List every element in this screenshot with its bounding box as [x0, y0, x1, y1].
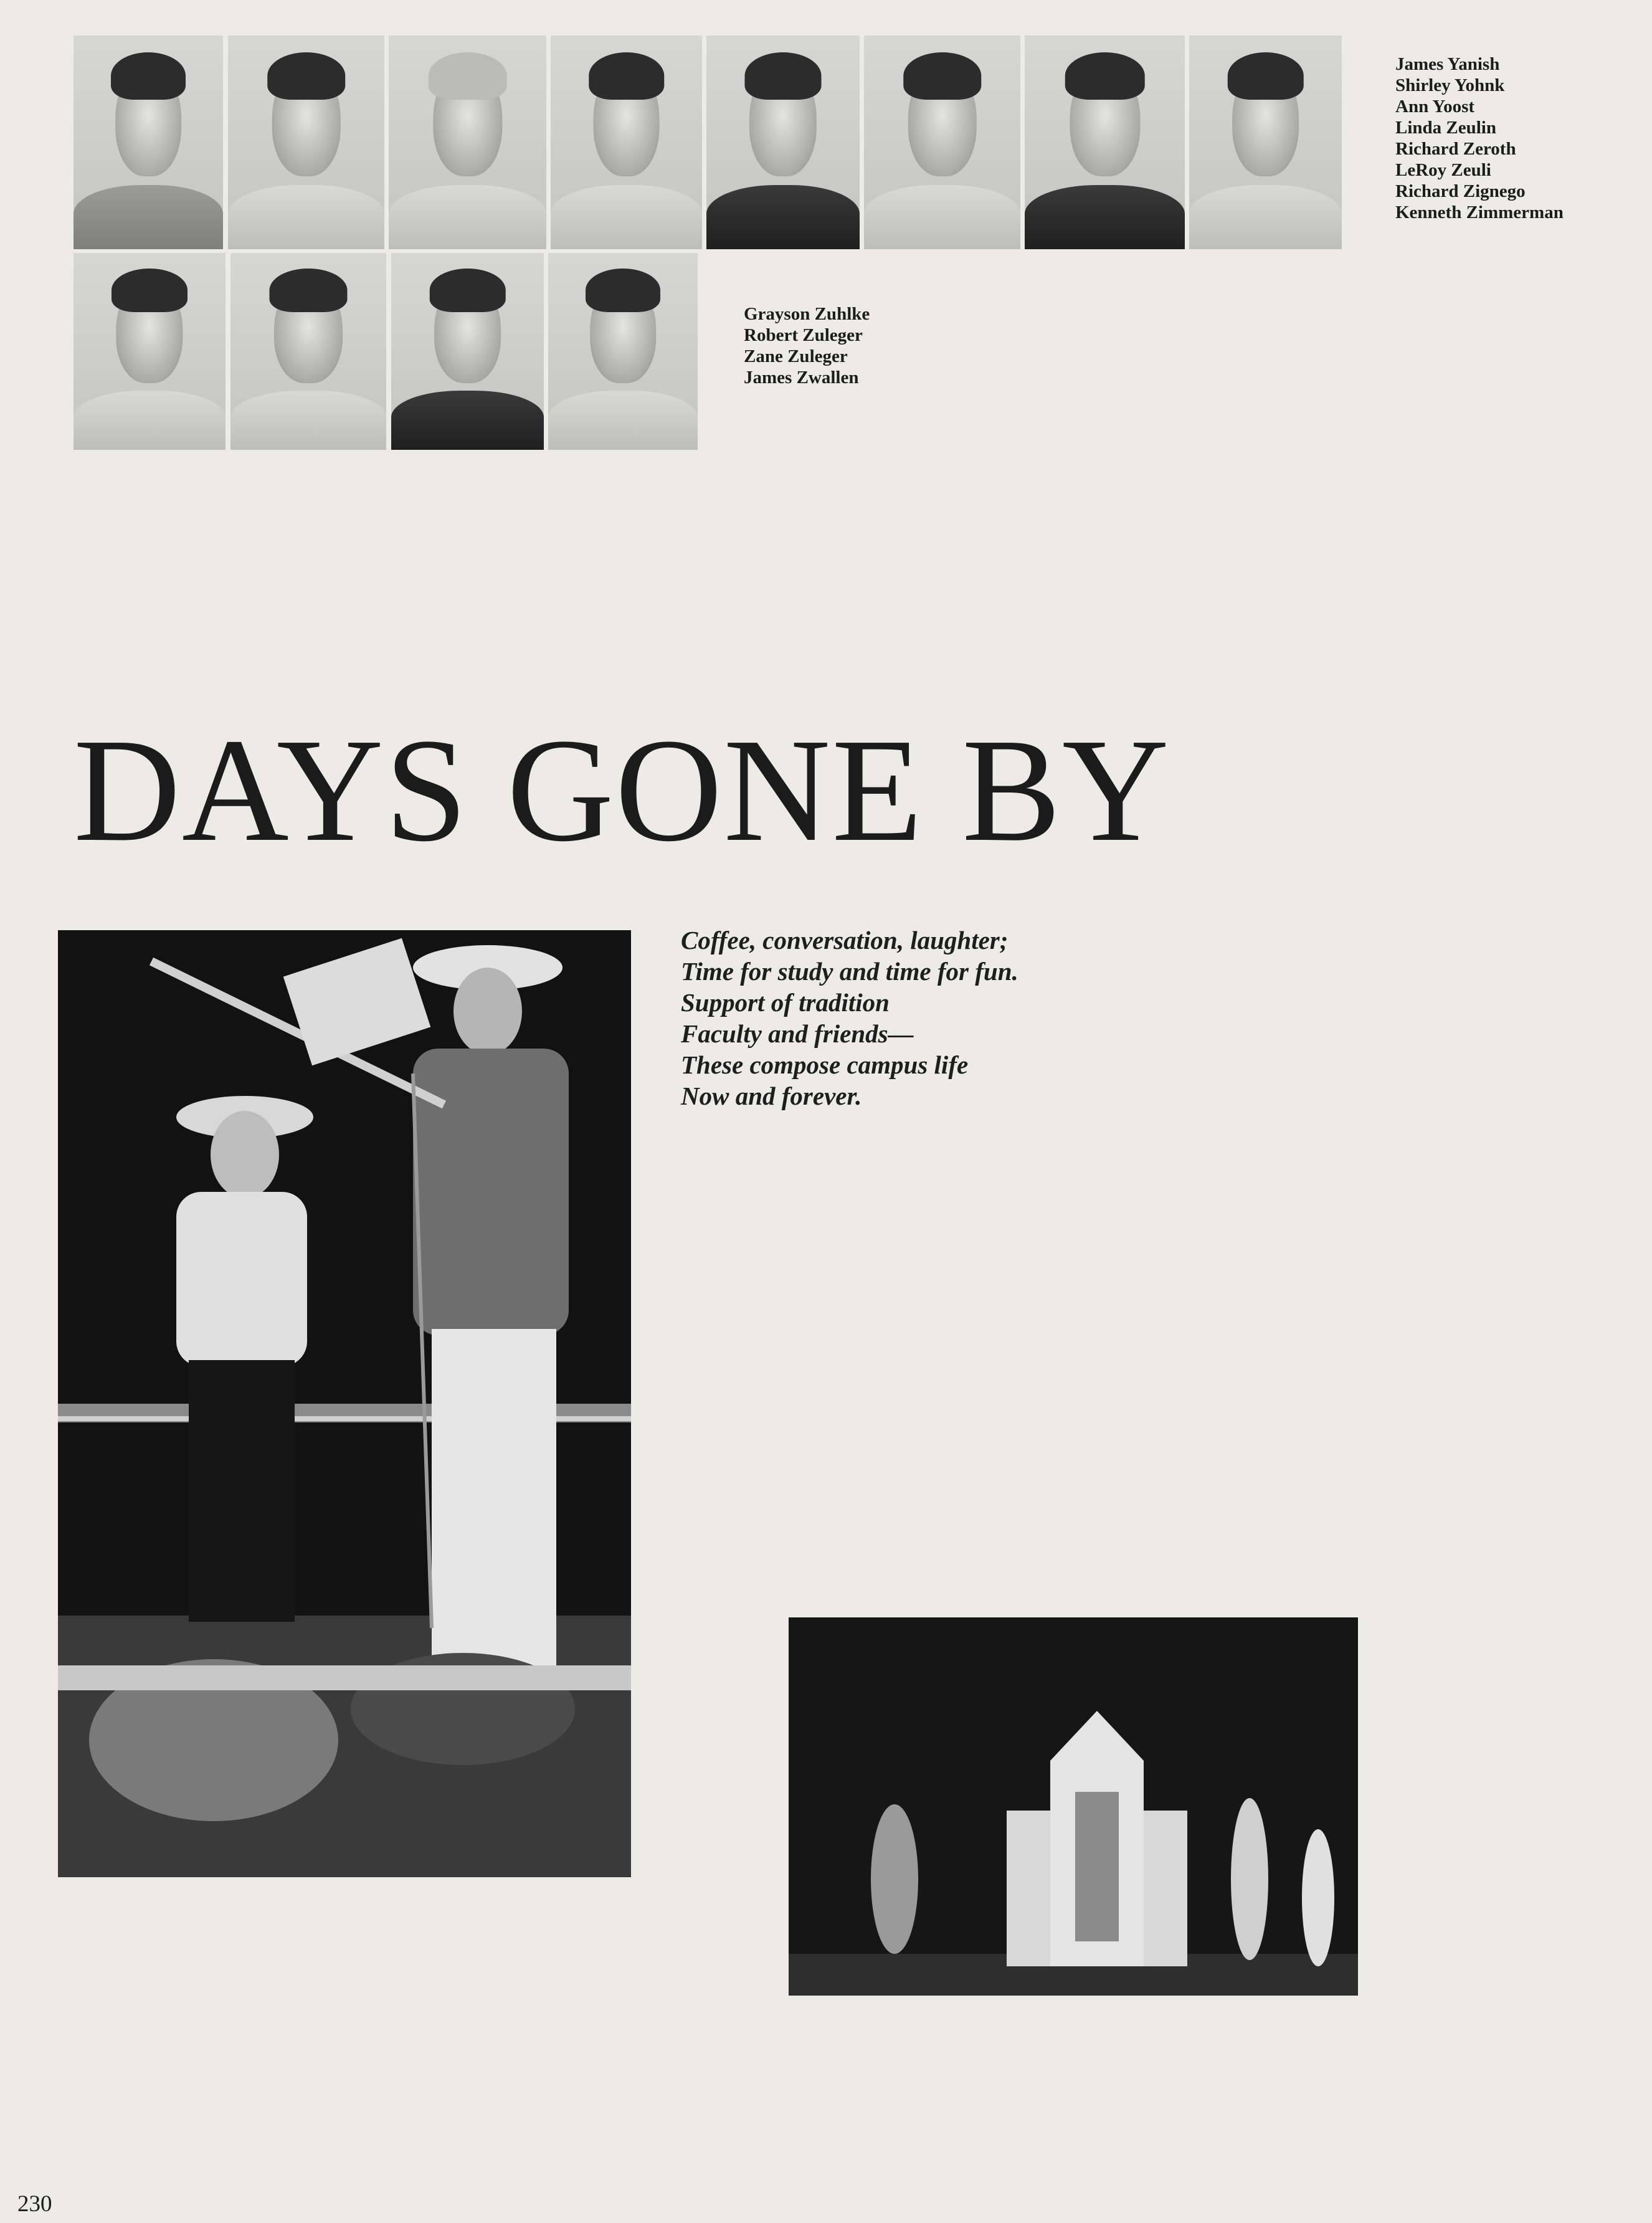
- portrait-photo: [1189, 36, 1342, 249]
- student-name: Robert Zuleger: [744, 325, 863, 345]
- portrait-photo: [1025, 36, 1185, 249]
- verse-line: Coffee, conversation, laughter;: [681, 926, 1009, 954]
- portrait-photo: [548, 253, 698, 450]
- student-name: Ann Yoost: [1395, 97, 1475, 117]
- portrait-caption-list: [744, 303, 870, 388]
- student-name: James Yanish: [1395, 54, 1500, 74]
- verse-line: Support of tradition: [681, 988, 890, 1017]
- student-name: Kenneth Zimmerman: [1395, 202, 1564, 222]
- portrait-photo: [389, 36, 546, 249]
- portrait-caption-list: [1395, 54, 1564, 223]
- verse-line: Now and forever.: [681, 1082, 862, 1110]
- verse-poem: [681, 925, 1018, 1112]
- student-name: LeRoy Zeuli: [1395, 160, 1491, 180]
- portrait-photo: [706, 36, 860, 249]
- student-name: Richard Zignego: [1395, 181, 1526, 201]
- student-name: James Zwallen: [744, 368, 859, 388]
- portrait-photo: [391, 253, 544, 450]
- portrait-photo: [230, 253, 386, 450]
- stage-photo-cowboys: [58, 930, 631, 1877]
- student-name: Shirley Yohnk: [1395, 75, 1505, 95]
- portrait-photo: [228, 36, 384, 249]
- verse-line: These compose campus life: [681, 1050, 969, 1079]
- page-number: 230: [17, 2191, 52, 2217]
- verse-line: Faculty and friends—: [681, 1019, 914, 1048]
- portrait-photo: [864, 36, 1020, 249]
- student-name: Linda Zeulin: [1395, 118, 1496, 138]
- portrait-photo: [74, 36, 223, 249]
- verse-line: Time for study and time for fun.: [681, 957, 1018, 986]
- student-name: Zane Zuleger: [744, 346, 848, 366]
- portrait-photo: [551, 36, 702, 249]
- stage-photo-play: [789, 1617, 1358, 1996]
- student-name: Richard Zeroth: [1395, 139, 1516, 159]
- portrait-photo: [74, 253, 225, 450]
- section-headline: DAYS GONE BY: [74, 708, 1170, 872]
- student-name: Grayson Zuhlke: [744, 304, 870, 324]
